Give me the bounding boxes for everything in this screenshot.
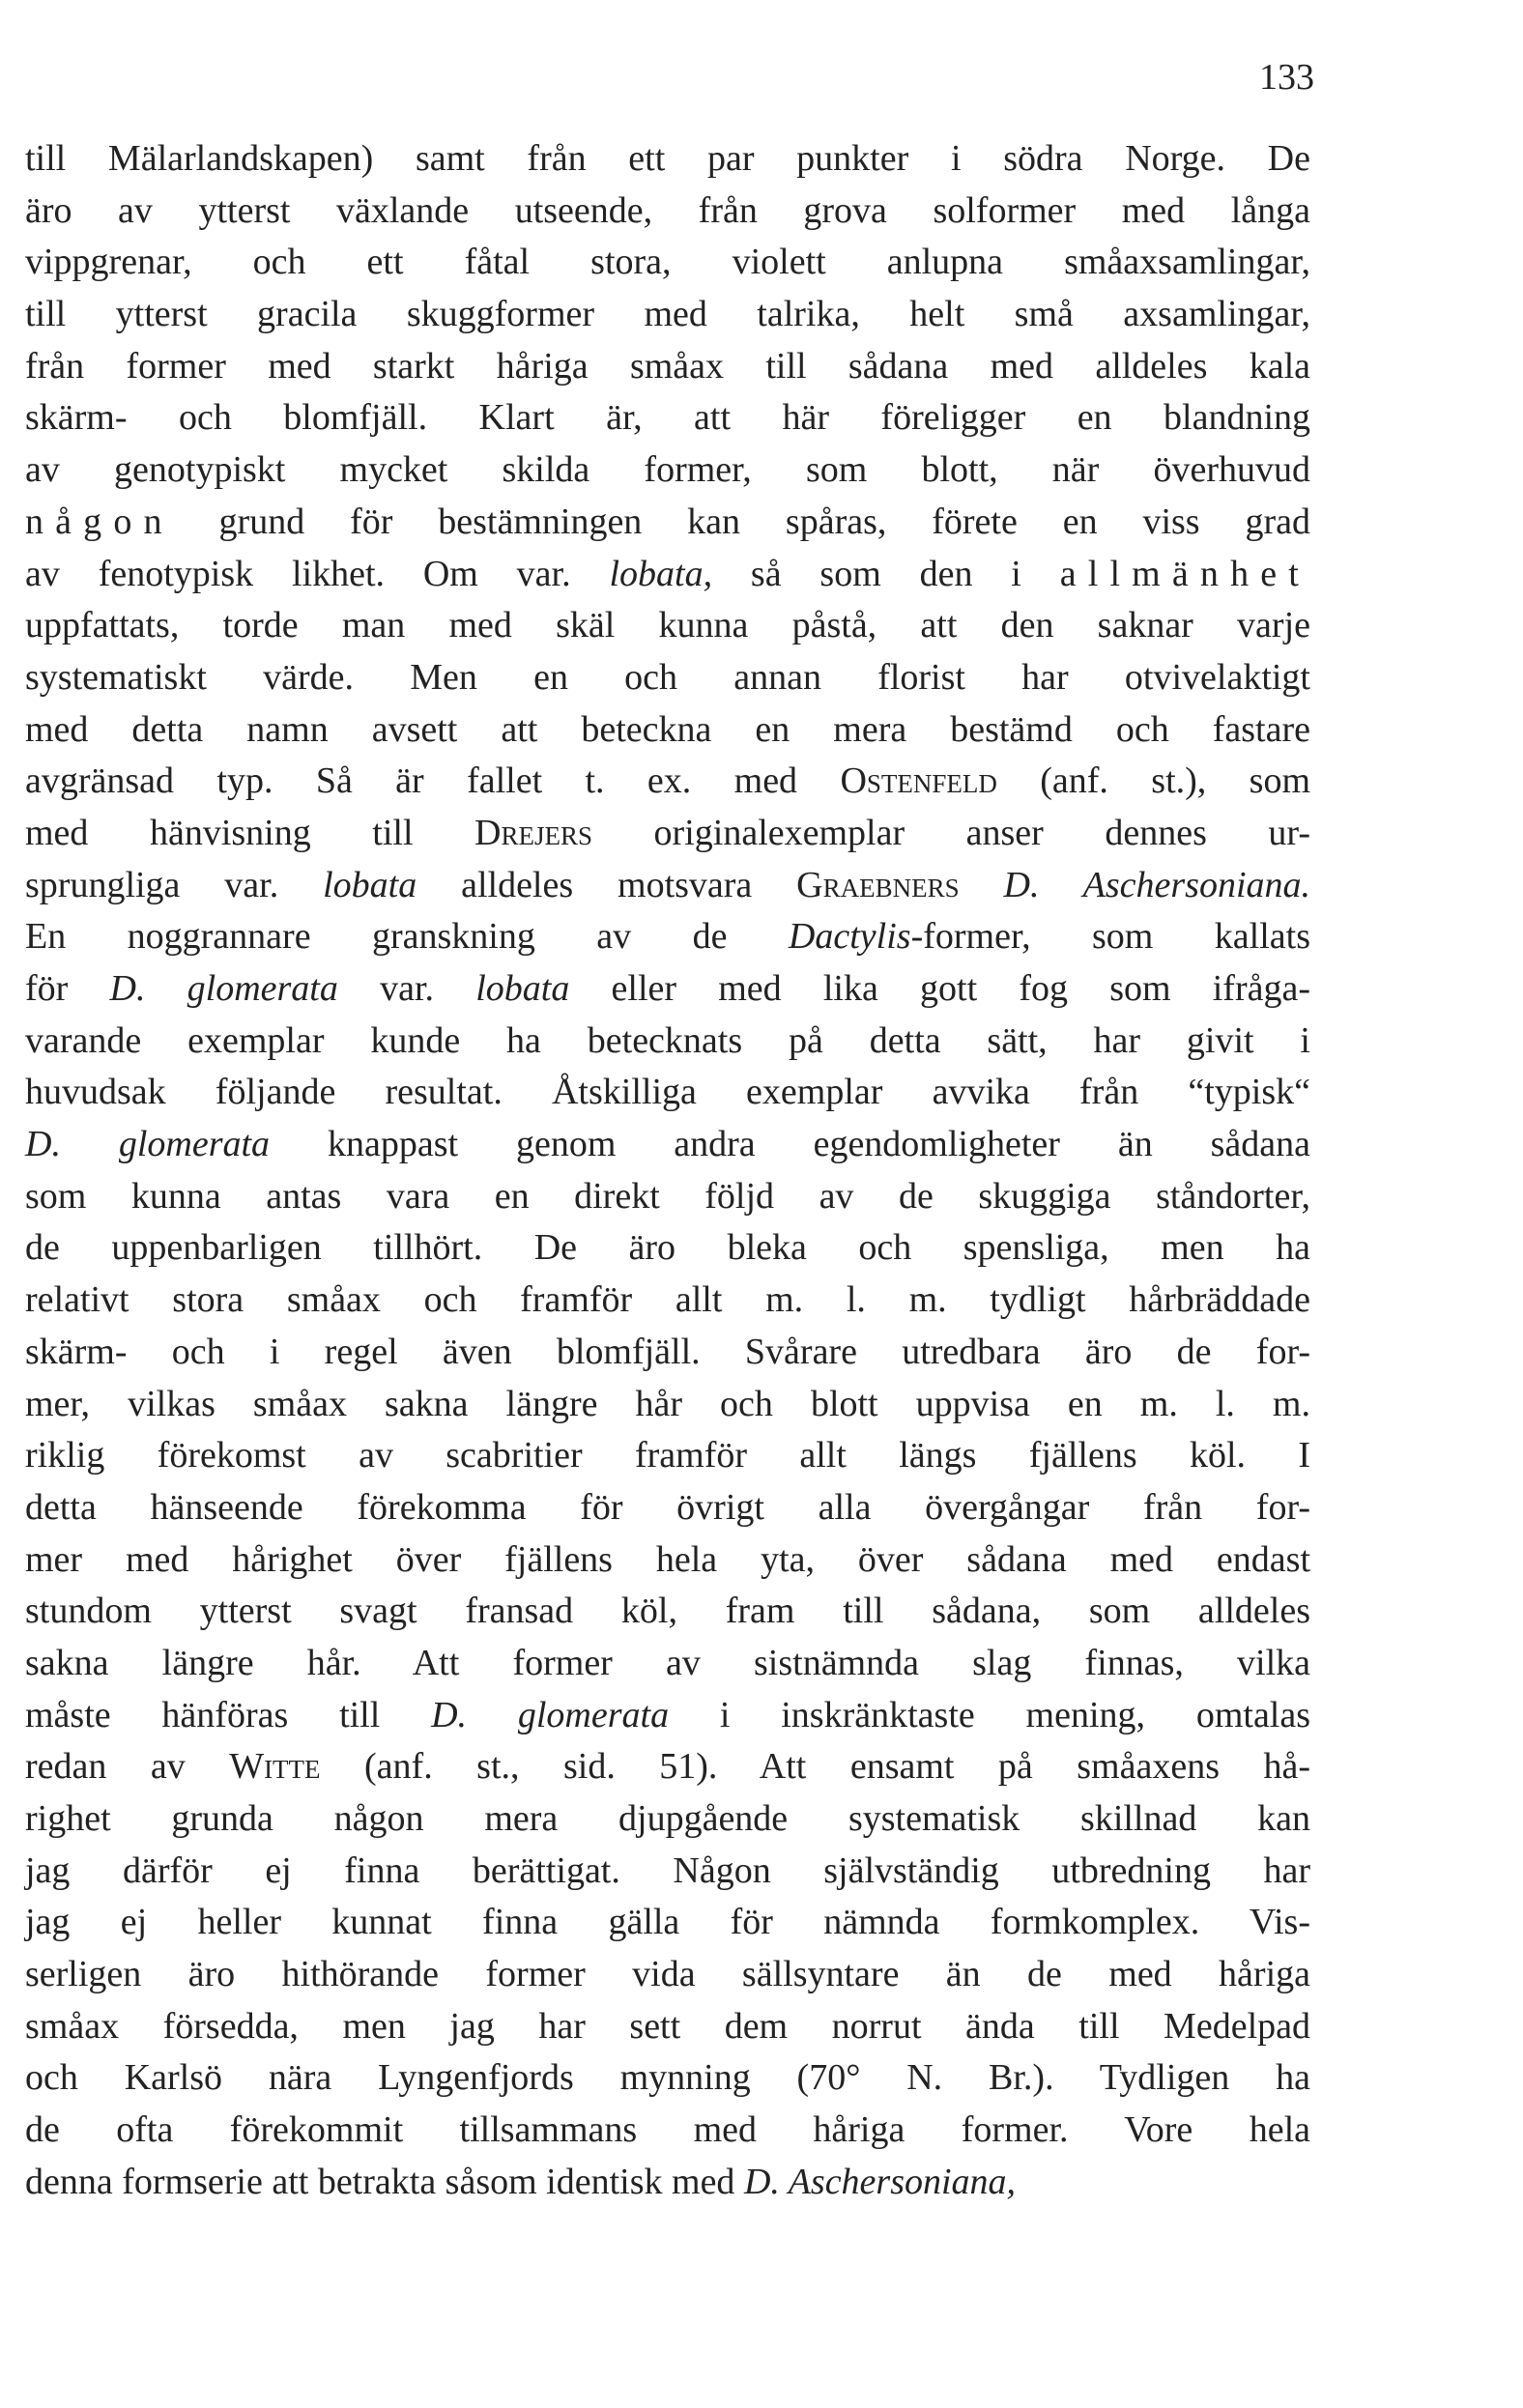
text-line (25, 341, 1310, 393)
text-run: Dactylis (788, 916, 911, 958)
text-line (25, 186, 1310, 238)
text-run: D. glomerata (25, 1124, 271, 1165)
text-run: Drejers (474, 812, 593, 853)
text-line (25, 2001, 1310, 2053)
text-run: i inskränktaste mening, omtalas (669, 1694, 1311, 1735)
text-line (25, 1741, 1310, 1793)
text-run: relativt stora småax och framför allt m. l. m. tydligt hårbräddade (25, 1279, 1310, 1321)
text-run: så som den i (712, 553, 1060, 594)
text-run: (anf. st., sid. 51). Att ensamt på småaxens hå- (320, 1746, 1310, 1788)
text-line (25, 600, 1310, 652)
text-run: uppfattats, torde man med skäl kunna påstå, att den saknar varje (25, 605, 1310, 646)
text-line (25, 1949, 1310, 2001)
text-run: med detta namn avsett att beteckna en mera bestämd och fastare (25, 708, 1310, 750)
text-run: En noggrannare granskning av de (25, 916, 789, 958)
text-line (25, 756, 1310, 808)
text-run: från former med starkt håriga småax till sådana med alldeles kala (25, 345, 1310, 387)
text-line (25, 1586, 1310, 1638)
text-run: D. glomerata (109, 968, 338, 1009)
text-line (25, 1119, 1310, 1171)
text-run: serligen äro hithörande former vida sällsyntare än de med håriga (25, 1954, 1310, 1995)
text-run: mer med hårighet över fjällens hela yta, över sådana med endast (25, 1538, 1310, 1580)
text-line (25, 652, 1310, 704)
text-line (25, 1171, 1310, 1223)
text-run: redan av (25, 1746, 230, 1788)
text-line (25, 392, 1310, 444)
text-run: jag därför ej finna berättigat. Någon självständig utbredning har (25, 1849, 1310, 1891)
text-line (25, 237, 1310, 289)
text-run: var. (337, 968, 476, 1009)
text-line (25, 704, 1310, 757)
text-line (25, 860, 1310, 912)
text-line (25, 549, 1310, 601)
text-run: Ostenfeld (840, 760, 997, 802)
text-run: någon (25, 501, 174, 542)
text-line (25, 1067, 1310, 1119)
text-line (25, 1379, 1310, 1431)
text-line (25, 1482, 1310, 1534)
text-run: D. Aschersoniana, (743, 2161, 1017, 2202)
text-line (25, 1222, 1310, 1275)
text-run: riklig förekomst av scabritier framför allt längs fjällens köl. I (25, 1435, 1310, 1476)
text-run: till ytterst gracila skuggformer med talrika, helt små axsamlingar, (25, 294, 1310, 335)
text-line (25, 289, 1310, 341)
text-run: måste hänföras till (25, 1694, 432, 1735)
text-run: systematiskt värde. Men en och annan florist har otvivelaktigt (25, 656, 1310, 698)
text-run: mer, vilkas småax sakna längre hår och blott uppvisa en m. l. m. (25, 1383, 1310, 1424)
text-run: varande exemplar kunde ha betecknats på detta sätt, har givit i (25, 1019, 1310, 1061)
text-run: grund för bestämningen kan spåras, förete en viss grad (173, 501, 1310, 542)
text-run: D. glomerata (431, 1694, 670, 1735)
text-run: allmänhet (1059, 553, 1310, 594)
text-run: Witte (229, 1746, 321, 1788)
text-run: vippgrenar, och ett fåtal stora, violett anlupna småaxsamlingar, (25, 242, 1310, 283)
text-run: äro av ytterst växlande utseende, från grova solformer med långa (25, 189, 1310, 231)
text-run: huvudsak följande resultat. Åtskilliga exemplar avvika från “typisk“ (25, 1072, 1310, 1113)
text-run: med hänvisning till (25, 812, 475, 853)
body-text (25, 133, 1310, 2209)
text-line (25, 1846, 1310, 1898)
text-run (960, 865, 1004, 905)
text-line (25, 1638, 1310, 1690)
text-line (25, 1534, 1310, 1587)
text-run: righet grunda någon mera djupgående systematisk skillnad kan (25, 1798, 1310, 1839)
text-run: originalexemplar anser dennes ur- (592, 812, 1310, 853)
text-run: till Mälarlandskapen) samt från ett par punkter i södra Norge. De (25, 138, 1310, 179)
text-run: alldeles motsvara (417, 864, 797, 905)
text-run: småax försedda, men jag har sett dem norrut ända till Medelpad (25, 2005, 1310, 2047)
text-run: eller med lika gott fog som ifråga- (569, 968, 1310, 1009)
text-line (25, 963, 1310, 1016)
text-run: D. Aschersoniana. (1003, 864, 1311, 905)
text-line (25, 1897, 1310, 1949)
text-run: Graebners (796, 864, 960, 905)
text-run: och Karlsö nära Lyngenfjords mynning (70° N. Br.). Tydligen ha (25, 2057, 1310, 2099)
text-line (25, 1275, 1310, 1327)
text-line (25, 133, 1310, 186)
text-run: skärm- och blomfjäll. Klart är, att här föreligger en blandning (25, 397, 1310, 439)
text-run: sprungliga var. (25, 864, 324, 905)
text-run: lobata (323, 864, 417, 905)
text-run: denna formserie att betrakta såsom identisk med (25, 2161, 744, 2202)
text-run: som kunna antas vara en direkt följd av de skuggiga ståndorter, (25, 1175, 1310, 1217)
text-line (25, 1016, 1310, 1068)
text-line (25, 2052, 1310, 2105)
text-run: de uppenbarligen tillhört. De äro bleka och spensliga, men ha (25, 1227, 1310, 1269)
text-run: detta hänseende förekomma för övrigt alla övergångar från for- (25, 1486, 1310, 1528)
text-run: sakna längre hår. Att former av sistnämnda slag finnas, vilka (25, 1642, 1310, 1683)
text-line (25, 2105, 1310, 2157)
text-run: av fenotypisk likhet. Om var. (25, 553, 610, 594)
text-run: knappast genom andra egendomligheter än sådana (270, 1124, 1310, 1165)
text-run: skärm- och i regel även blomfjäll. Svårare utredbara äro de for- (25, 1331, 1310, 1372)
text-run: av genotypiskt mycket skilda former, som blott, när överhuvud (25, 449, 1310, 491)
text-run: jag ej heller kunnat finna gälla för nämnda formkomplex. Vis- (25, 1902, 1310, 1943)
text-line (25, 808, 1310, 860)
text-run: lobata, (609, 553, 713, 594)
text-line (25, 497, 1310, 549)
text-line (25, 444, 1310, 497)
text-run: stundom ytterst svagt fransad köl, fram till sådana, som alldeles (25, 1591, 1310, 1632)
text-run: -former, som kallats (910, 916, 1311, 958)
text-line (25, 1430, 1310, 1482)
text-run: för (25, 968, 110, 1009)
text-run: avgränsad typ. Så är fallet t. ex. med (25, 760, 841, 802)
text-run: lobata (475, 968, 570, 1009)
text-run: (anf. st.), som (996, 760, 1310, 802)
page-number: 133 (1259, 57, 1314, 98)
text-line (25, 911, 1310, 963)
text-line (25, 1690, 1310, 1742)
text-line (25, 2157, 1310, 2209)
text-line (25, 1327, 1310, 1379)
text-line (25, 1793, 1310, 1846)
text-run: de ofta förekommit tillsammans med håriga former. Vore hela (25, 2109, 1310, 2151)
